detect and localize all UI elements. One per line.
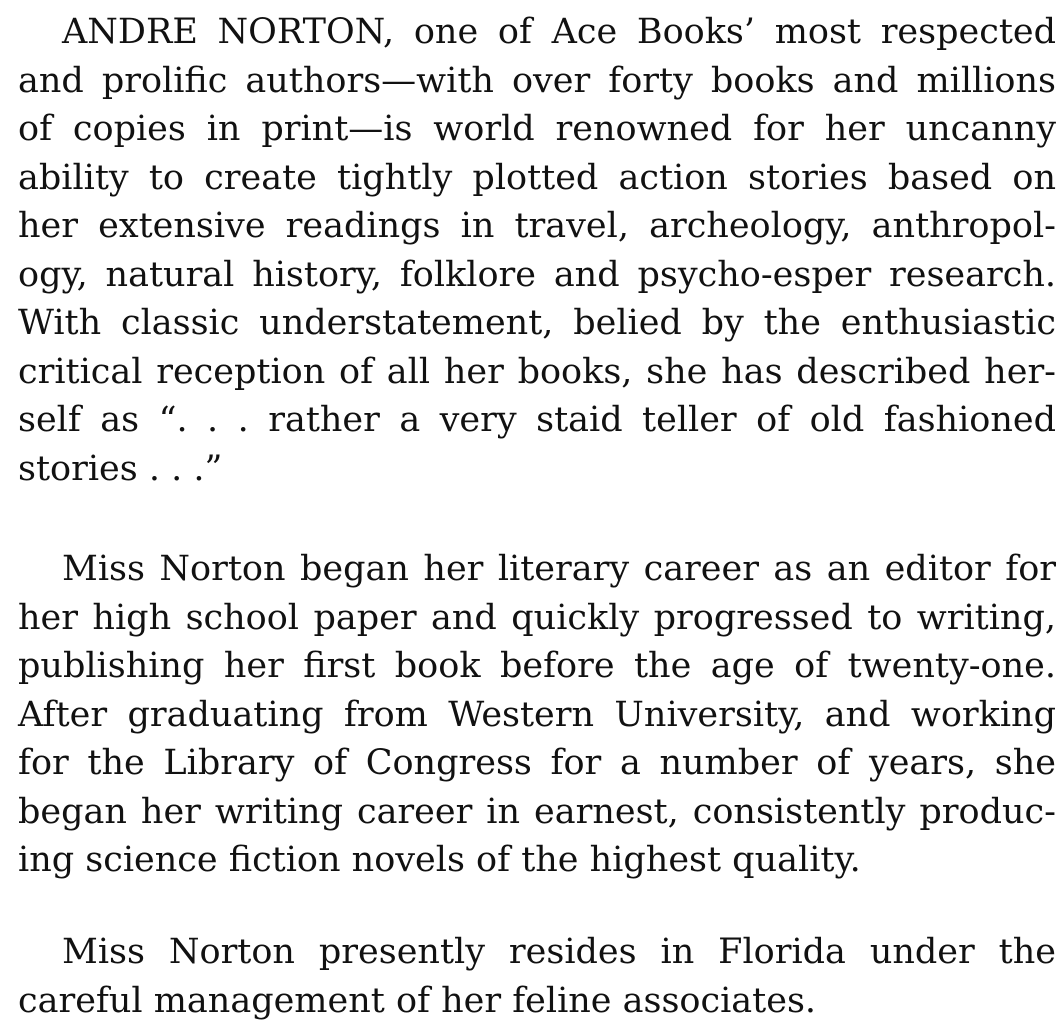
text-line: her extensive readings in travel, archeology, anthropol-	[18, 206, 1056, 246]
text-line: self as “. . . rather a very staid teller of old fashioned	[18, 400, 1056, 440]
text-line: careful management of her feline associates.	[18, 980, 817, 1021]
paragraph-author-intro	[18, 8, 1056, 493]
text-line: Miss Norton presently resides in Florida under the	[62, 932, 1056, 972]
text-line: ANDRE NORTON, one of Ace Books’ most respected	[62, 12, 1056, 52]
text-line: With classic understatement, belied by the enthusiastic	[18, 303, 1056, 343]
text-line: ogy, natural history, folklore and psycho-esper research.	[18, 254, 1056, 295]
text-line: began her writing career in earnest, consistently produc-	[18, 791, 1056, 832]
text-line: publishing her first book before the age of twenty-one.	[18, 646, 1056, 686]
text-line: stories . . .”	[18, 448, 223, 489]
text-line: ability to create tightly plotted action stories based on	[18, 157, 1056, 198]
text-line: critical reception of all her books, she has described her-	[18, 351, 1056, 392]
text-line: and prolific authors—with over forty books and millions	[18, 60, 1056, 101]
text-line: ing science fiction novels of the highest quality.	[18, 840, 861, 880]
text-line: for the Library of Congress for a number of years, she	[18, 743, 1056, 783]
paragraph-career	[18, 545, 1056, 885]
text-line: After graduating from Western University, and working	[18, 694, 1056, 735]
text-line: of copies in print—is world renowned for her uncanny	[18, 109, 1056, 149]
paragraph-residence	[18, 928, 1056, 1025]
text-line: Miss Norton began her literary career as an editor for	[62, 549, 1056, 589]
text-line: her high school paper and quickly progressed to writing,	[18, 597, 1056, 638]
